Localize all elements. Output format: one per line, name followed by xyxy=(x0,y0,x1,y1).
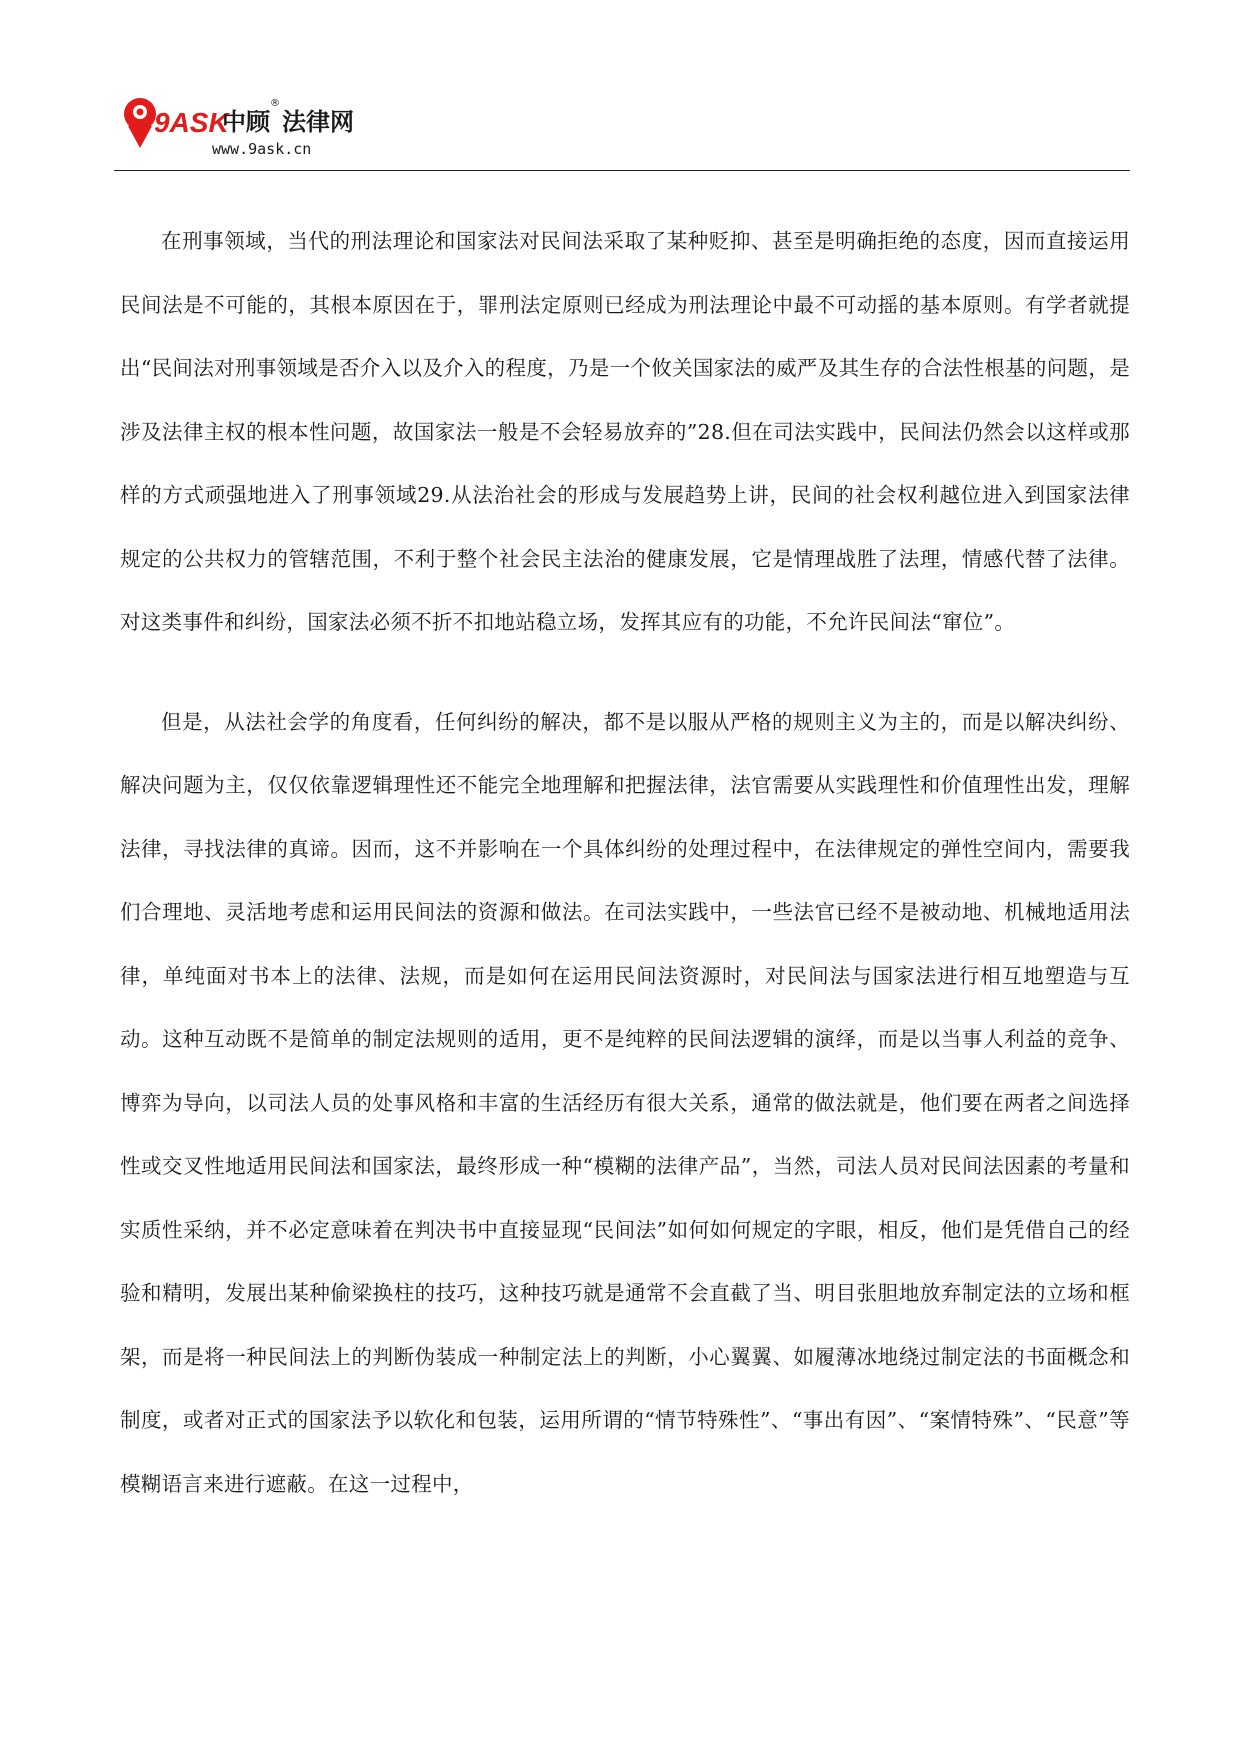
logo-brand-mark: 9ASK xyxy=(154,107,229,138)
logo-pin-icon xyxy=(124,98,156,148)
logo-url: www.9ask.cn xyxy=(212,140,312,158)
logo-registered-mark: ® xyxy=(270,98,280,109)
page-header xyxy=(118,92,1130,172)
logo-cn-name: 中顾 xyxy=(222,108,270,136)
header-divider xyxy=(114,170,1130,171)
site-logo xyxy=(118,92,368,162)
body-paragraph-2: 但是，从法社会学的角度看，任何纠纷的解决，都不是以服从严格的规则主义为主的，而是以解决纠纷、解决问题为主，仅仅依靠逻辑理性还不能完全地理解和把握法律，法官需要从实践理性和价值理性出发，理解法律，寻找法律的真谛。因而，这不并影响在一个具体纠纷的处理过程中，在法律规定的弹性空间内，需要我们合理地、灵活地考虑和运用民间法的资源和做法。在司法实践中，一些法官已经不是被动地、机械地适用法律，单纯面对书本上的法律、法规，而是如何在运用民间法资源时，对民间法与国家法进行相互地塑造与互动。这种互动既不是简单的制定法规则的适用，更不是纯粹的民间法逻辑的演绎，而是以当事人利益的竞争、博弈为导向，以司法人员的处事风格和丰富的生活经历有很大关系，通常的做法就是，他们要在两者之间选择性或交叉性地适用民间法和国家法，最终形成一种“模糊的法律产品”，当然，司法人员对民间法因素的考量和实质性采纳，并不必定意味着在判决书中直接显现“民间法”如何如何规定的字眼，相反，他们是凭借自己的经验和精明，发展出某种偷梁换柱的技巧，这种技巧就是通常不会直截了当、明目张胆地放弃制定法的立场和框架，而是将一种民间法上的判断伪装成一种制定法上的判断，小心翼翼、如履薄冰地绕过制定法的书面概念和制度，或者对正式的国家法予以软化和包装，运用所谓的“情节特殊性”、“事出有因”、“案情特殊”、“民意”等模糊语言来进行遮蔽。在这一过程中， xyxy=(120,709,1130,1496)
document-body xyxy=(120,210,1130,1552)
body-paragraph-1: 在刑事领域，当代的刑法理论和国家法对民间法采取了某种贬抑、甚至是明确拒绝的态度，因而直接运用民间法是不可能的，其根本原因在于，罪刑法定原则已经成为刑法理论中最不可动摇的基本原则。有学者就提出“民间法对刑事领域是否介入以及介入的程度，乃是一个攸关国家法的威严及其生存的合法性根基的问题，是涉及法律主权的根本性问题，故国家法一般是不会轻易放弃的”28.但在司法实践中，民间法仍然会以这样或那样的方式顽强地进入了刑事领域29.从法治社会的形成与发展趋势上讲，民间的社会权利越位进入到国家法律规定的公共权力的管辖范围，不利于整个社会民主法治的健康发展，它是情理战胜了法理，情感代替了法律。对这类事件和纠纷，国家法必须不折不扣地站稳立场，发挥其应有的功能，不允许民间法“窜位”。 xyxy=(120,229,1130,634)
logo-cn-name-2: 法律网 xyxy=(282,108,354,136)
